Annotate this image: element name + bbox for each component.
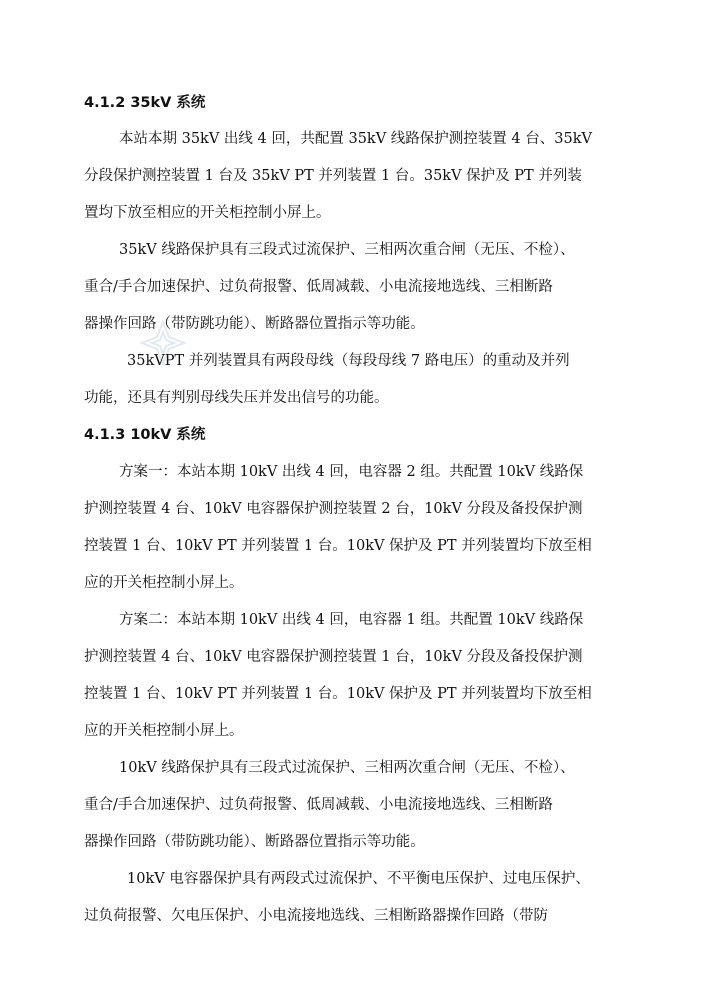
paragraph-line: 分段保护测控装置 1 台及 35kV PT 并列装置 1 台。35kV 保护及 PT 并列装 [84, 168, 582, 184]
paragraph-line: 重合/手合加速保护、过负荷报警、低周减载、小电流接地选线、三相断路 [84, 797, 553, 813]
paragraph-line: 10kV 电容器保护具有两段式过流保护、不平衡电压保护、过电压保护、 [127, 871, 590, 887]
paragraph-line: 护测控装置 4 台、10kV 电容器保护测控装置 2 台，10kV 分段及备投保护测 [84, 501, 583, 517]
section-heading-35kv: 4.1.2 35kV 系统 [84, 95, 206, 111]
paragraph-line: 35kV 线路保护具有三段式过流保护、三相两次重合闸（无压、不检）、 [119, 242, 575, 258]
paragraph-line: 器操作回路（带防跳功能）、断路器位置指示等功能。 [84, 834, 425, 850]
paragraph-line: 过负荷报警、欠电压保护、小电流接地选线、三相断路器操作回路（带防 [84, 908, 548, 924]
paragraph-line: 方案二：本站本期 10kV 出线 4 回，电容器 1 组。共配置 10kV 线路保 [119, 612, 584, 628]
paragraph-line: 35kVPT 并列装置具有两段母线（每段母线 7 路电压）的重动及并列 [127, 353, 570, 369]
paragraph-line: 控装置 1 台、10kV PT 并列装置 1 台。10kV 保护及 PT 并列装置均下放至相 [84, 538, 592, 554]
paragraph-line: 重合/手合加速保护、过负荷报警、低周减载、小电流接地选线、三相断路 [84, 279, 553, 295]
paragraph-line: 应的开关柜控制小屏上。 [84, 575, 244, 591]
paragraph-line: 功能，还具有判别母线失压并发出信号的功能。 [84, 390, 389, 406]
paragraph-line: 置均下放至相应的开关柜控制小屏上。 [84, 205, 331, 221]
paragraph-line: 本站本期 35kV 出线 4 回，共配置 35kV 线路保护测控装置 4 台、35kV [119, 131, 592, 147]
paragraph-line: 应的开关柜控制小屏上。 [84, 723, 244, 739]
paragraph-line: 10kV 线路保护具有三段式过流保护、三相两次重合闸（无压、不检）、 [119, 760, 575, 776]
paragraph-line: 护测控装置 4 台、10kV 电容器保护测控装置 1 台，10kV 分段及备投保护测 [84, 649, 583, 665]
section-heading-10kv: 4.1.3 10kV 系统 [84, 427, 206, 443]
paragraph-line: 器操作回路（带防跳功能）、断路器位置指示等功能。 [84, 316, 425, 332]
paragraph-line: 方案一：本站本期 10kV 出线 4 回，电容器 2 组。共配置 10kV 线路保 [119, 464, 584, 480]
paragraph-line: 控装置 1 台、10kV PT 并列装置 1 台。10kV 保护及 PT 并列装置均下放至相 [84, 686, 592, 702]
